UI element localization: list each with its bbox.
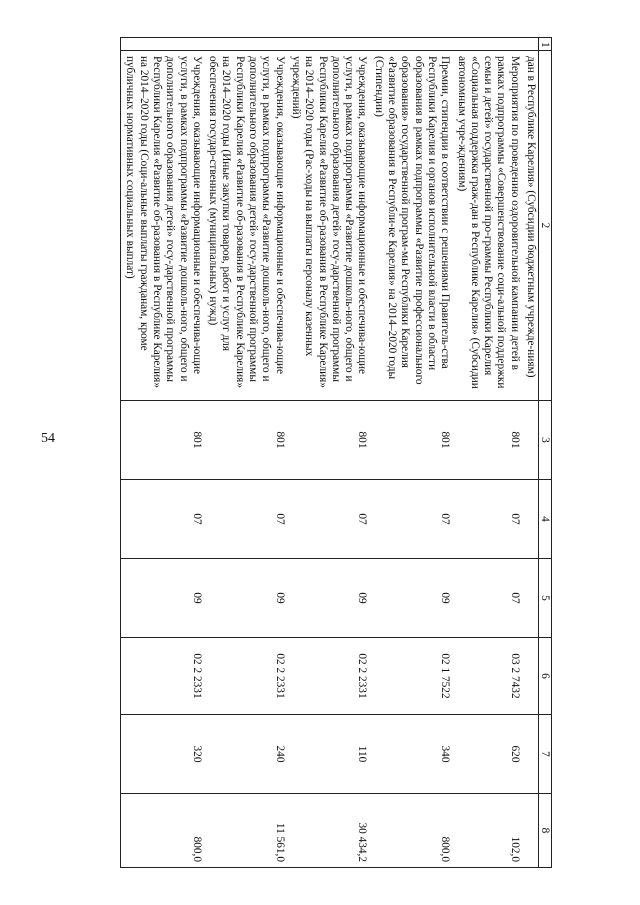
section-code-cell: 07 — [369, 480, 452, 559]
table-row — [452, 38, 521, 868]
row-index-cell — [522, 38, 539, 51]
expense-type-cell: 110 — [287, 715, 370, 794]
ministry-code-cell: 801 — [121, 401, 204, 480]
target-item-cell: 03 2 7432 — [452, 638, 521, 715]
amount-cell: 102,0 — [452, 794, 521, 868]
target-item-cell — [522, 638, 539, 715]
section-code-cell — [522, 480, 539, 559]
column-header-8: 8 — [539, 794, 552, 868]
ministry-code-cell: 801 — [452, 401, 521, 480]
target-item-cell: 02 1 7522 — [369, 638, 452, 715]
section-code-cell: 07 — [287, 480, 370, 559]
subsection-code-cell — [522, 559, 539, 638]
amount-cell: 800,0 — [369, 794, 452, 868]
target-item-cell: 02 2 2331 — [204, 638, 287, 715]
amount-cell — [522, 794, 539, 868]
subsection-code-cell: 09 — [369, 559, 452, 638]
subsection-code-cell: 09 — [121, 559, 204, 638]
expense-type-cell: 340 — [369, 715, 452, 794]
target-item-cell: 02 2 2331 — [287, 638, 370, 715]
target-item-cell: 02 2 2331 — [121, 638, 204, 715]
amount-cell: 30 434,2 — [287, 794, 370, 868]
section-code-cell: 07 — [204, 480, 287, 559]
expense-name-cell: Мероприятия по проведению оздоровительной кампании детей в рамках подпрограммы «Совершенствование соци-альной поддержки семьи и детей» государственной про-граммы Республики Карелия «Социальная поддержка граж-дан в Республике Карелия» (Субсидии автономным учре-ждениям) — [452, 51, 521, 401]
row-index-cell — [121, 38, 204, 51]
column-header-1: 1 — [539, 38, 552, 51]
ministry-code-cell: 801 — [369, 401, 452, 480]
section-code-cell: 07 — [121, 480, 204, 559]
table-row — [204, 38, 287, 868]
expense-name-cell: дан в Республике Карелия» (Субсидии бюджетным учрежде-ниям) — [522, 51, 539, 401]
expense-type-cell: 320 — [121, 715, 204, 794]
row-index-cell — [204, 38, 287, 51]
column-header-2: 2 — [539, 51, 552, 401]
subsection-code-cell: 07 — [452, 559, 521, 638]
column-header-4: 4 — [539, 480, 552, 559]
column-header-7: 7 — [539, 715, 552, 794]
expense-type-cell: 240 — [204, 715, 287, 794]
expense-name-cell: Премии, стипендии в соответствии с решениями Правитель-ства Республики Карелия и органов исполнительной власти в области образования в рамках подпрограммы «Развитие профессионального образования» государственной програм-мы Республики Карелия «Развитие образования в Республи-ке Карелия» на 2014–2020 годы (Стипендии) — [369, 51, 452, 401]
amount-cell: 11 561,0 — [204, 794, 287, 868]
row-index-cell — [287, 38, 370, 51]
subsection-code-cell: 09 — [287, 559, 370, 638]
table-row — [369, 38, 452, 868]
budget-table — [120, 37, 552, 868]
column-header-6: 6 — [539, 638, 552, 715]
row-index-cell — [452, 38, 521, 51]
column-header-5: 5 — [539, 559, 552, 638]
table-header-row — [539, 38, 552, 868]
row-index-cell — [369, 38, 452, 51]
expense-type-cell — [522, 715, 539, 794]
table-row — [121, 38, 204, 868]
expense-name-cell: Учреждения, оказывающие информационные и обеспечива-ющие услуги, в рамках подпрограммы «Развитие дошколь-ного, общего и дополнительного образования детей» госу-дарственной программы Республики Карелия «Развитие об-разования в Республике Карелия» на 2014–2020 годы (Рас-ходы на выплаты персоналу казенных учреждений) — [287, 51, 370, 401]
table-row — [287, 38, 370, 868]
ministry-code-cell: 801 — [287, 401, 370, 480]
column-header-3: 3 — [539, 401, 552, 480]
amount-cell: 800,0 — [121, 794, 204, 868]
subsection-code-cell: 09 — [204, 559, 287, 638]
ministry-code-cell: 801 — [204, 401, 287, 480]
page-number: 54 — [41, 431, 55, 446]
table-row — [522, 38, 539, 868]
section-code-cell: 07 — [452, 480, 521, 559]
expense-name-cell: Учреждения, оказывающие информационные и обеспечива-ющие услуги, в рамках подпрограммы «Развитие дошколь-ного, общего и дополнительного образования детей» госу-дарственной программы Республики Карелия «Развитие об-разования в Республике Карелия» на 2014–2020 годы (Соци-альные выплаты гражданам, кроме публичных нормативных социальных выплат) — [121, 51, 204, 401]
expense-name-cell: Учреждения, оказывающие информационные и обеспечива-ющие услуги, в рамках подпрограммы «Развитие дошколь-ного, общего и дополнительного образования детей» госу-дарственной программы Республики Карелия «Развитие об-разования в Республике Карелия» на 2014–2020 годы (Иные закупки товаров, работ и услуг для обеспечения государ-ственных (муниципальных) нужд) — [204, 51, 287, 401]
expense-type-cell: 620 — [452, 715, 521, 794]
ministry-code-cell — [522, 401, 539, 480]
